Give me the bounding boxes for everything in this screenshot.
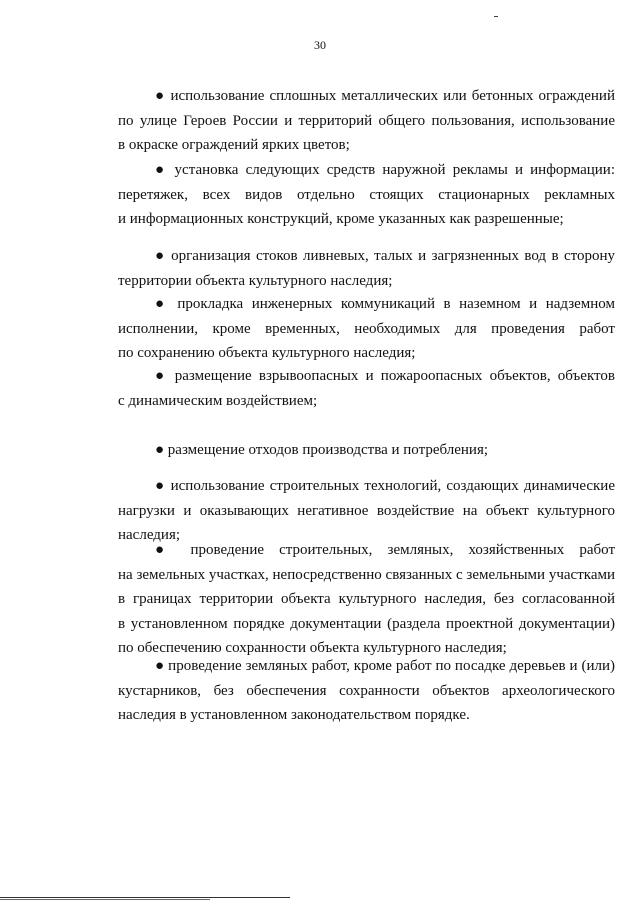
text-line: ● прокладка инженерных коммуникаций в наземном и надземном — [155, 296, 615, 312]
text-line: ● использование строительных технологий, создающих динамические — [155, 478, 615, 494]
list-item — [118, 364, 615, 413]
text-line: в границах территории объекта культурного наследия, без согласованной — [118, 591, 615, 607]
page-number: 30 — [314, 38, 326, 52]
list-item — [118, 654, 615, 728]
list-item — [118, 292, 615, 366]
list-item — [118, 84, 615, 158]
text-line: по улице Героев России и территорий общего пользования, использование — [118, 112, 615, 129]
scan-mark — [494, 16, 498, 17]
text-line: по обеспечению сохранности объекта культурного наследия; — [118, 640, 507, 656]
text-line: ● размещение отходов производства и потребления; — [155, 442, 489, 458]
text-line: наследия; — [118, 527, 181, 543]
text-line: по сохранению объекта культурного наследия; — [118, 345, 416, 361]
footer-rule — [0, 897, 290, 898]
text-line: ● проведение строительных, земляных, хозяйственных работ — [155, 542, 615, 558]
list-item — [118, 244, 615, 293]
text-line: в установленном порядке документации (раздела проектной документации) — [118, 615, 615, 632]
text-line: с динамическим воздействием; — [118, 392, 318, 409]
text-line: территории объекта культурного наследия; — [118, 272, 393, 289]
text-line: наследия в установленном законодательством порядке. — [118, 707, 470, 723]
text-line: ● размещение взрывоопасных и пожароопасных объектов, объектов — [155, 368, 615, 384]
list-item — [118, 474, 615, 548]
text-line: на земельных участках, непосредственно связанных с земельными участками — [118, 566, 615, 583]
text-line: кустарников, без обеспечения сохранности объектов археологического — [118, 682, 615, 699]
list-item — [118, 438, 615, 463]
footer-rule-secondary — [0, 899, 210, 900]
text-line: ● установка следующих средств наружной рекламы и информации: — [155, 162, 615, 178]
text-line: в окраске ограждений ярких цветов; — [118, 137, 350, 153]
text-line: перетяжек, всех видов отдельно стоящих стационарных рекламных — [118, 186, 615, 203]
text-line: ● проведение земляных работ, кроме работ по посадке деревьев и (или) — [155, 658, 615, 674]
text-line: ● использование сплошных металлических или бетонных ограждений — [155, 88, 615, 104]
text-line: исполнении, кроме временных, необходимых для проведения работ — [118, 320, 615, 337]
text-line: нагрузки и оказывающих негативное воздействие на объект культурного — [118, 502, 615, 519]
list-item — [118, 158, 615, 232]
list-item — [118, 538, 615, 661]
text-line: ● организация стоков ливневых, талых и загрязненных вод в сторону — [155, 248, 615, 264]
text-line: и информационных конструкций, кроме указанных как разрешенные; — [118, 211, 564, 227]
